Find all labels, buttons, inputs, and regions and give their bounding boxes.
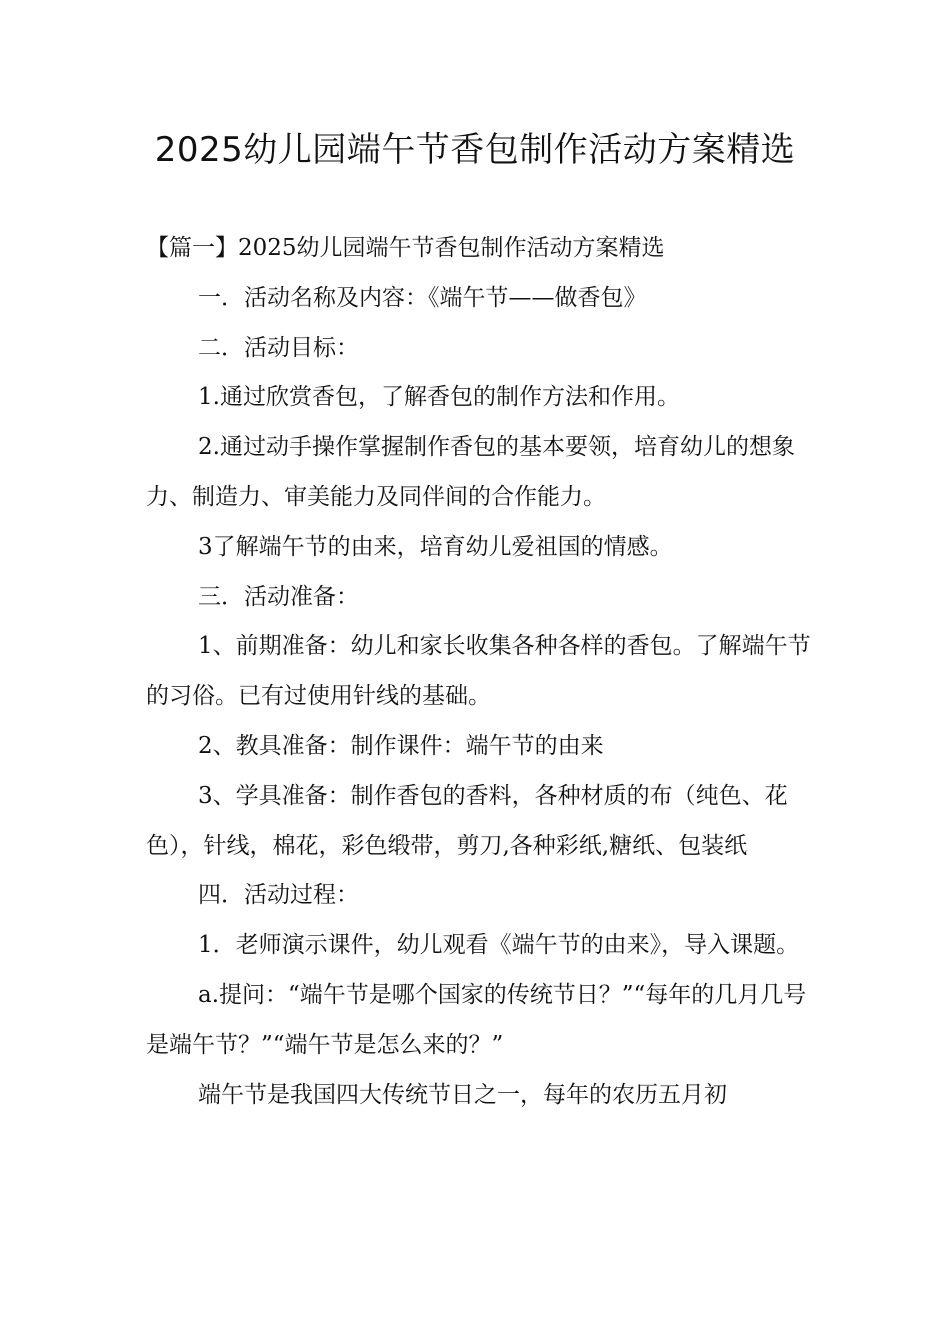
document-title: 2025幼儿园端午节香包制作活动方案精选: [154, 130, 796, 170]
paragraph: 1.通过欣赏香包，了解香包的制作方法和作用。: [198, 384, 680, 411]
paragraph: 一．活动名称及内容：《端午节——做香包》: [198, 284, 647, 311]
paragraph: 二．活动目标：: [198, 334, 359, 361]
paragraph: 三．活动准备：: [198, 583, 359, 610]
section-heading: 【篇一】2025幼儿园端午节香包制作活动方案精选: [146, 235, 665, 261]
paragraph: 2、教具准备：制作课件：端午节的由来: [198, 732, 604, 759]
paragraph: 3、学具准备：制作香包的香料，各种材质的布（纯色、花色），针线，棉花，彩色缎带，剪刀,各种彩纸,糖纸、包装纸: [146, 782, 788, 859]
paragraph: 3了解端午节的由来，培育幼儿爱祖国的情感。: [198, 533, 673, 560]
paragraph: 1．老师演示课件，幼儿观看《端午节的由来》，导入课题。: [198, 932, 800, 959]
paragraph: 1、前期准备：幼儿和家长收集各种各样的香包。了解端午节的习俗。已有过使用针线的基础。: [146, 633, 811, 710]
paragraph: 四．活动过程：: [198, 882, 359, 909]
document-body: [146, 224, 826, 1120]
paragraph: 端午节是我国四大传统节日之一，每年的农历五月初: [198, 1081, 727, 1108]
paragraph: a.提问：“端午节是哪个国家的传统节日？”“每年的几月几号是端午节？”“端午节是怎么来的？”: [146, 981, 807, 1058]
paragraph: 2.通过动手操作掌握制作香包的基本要领，培育幼儿的想象力、制造力、审美能力及同伴间的合作能力。: [146, 434, 795, 510]
